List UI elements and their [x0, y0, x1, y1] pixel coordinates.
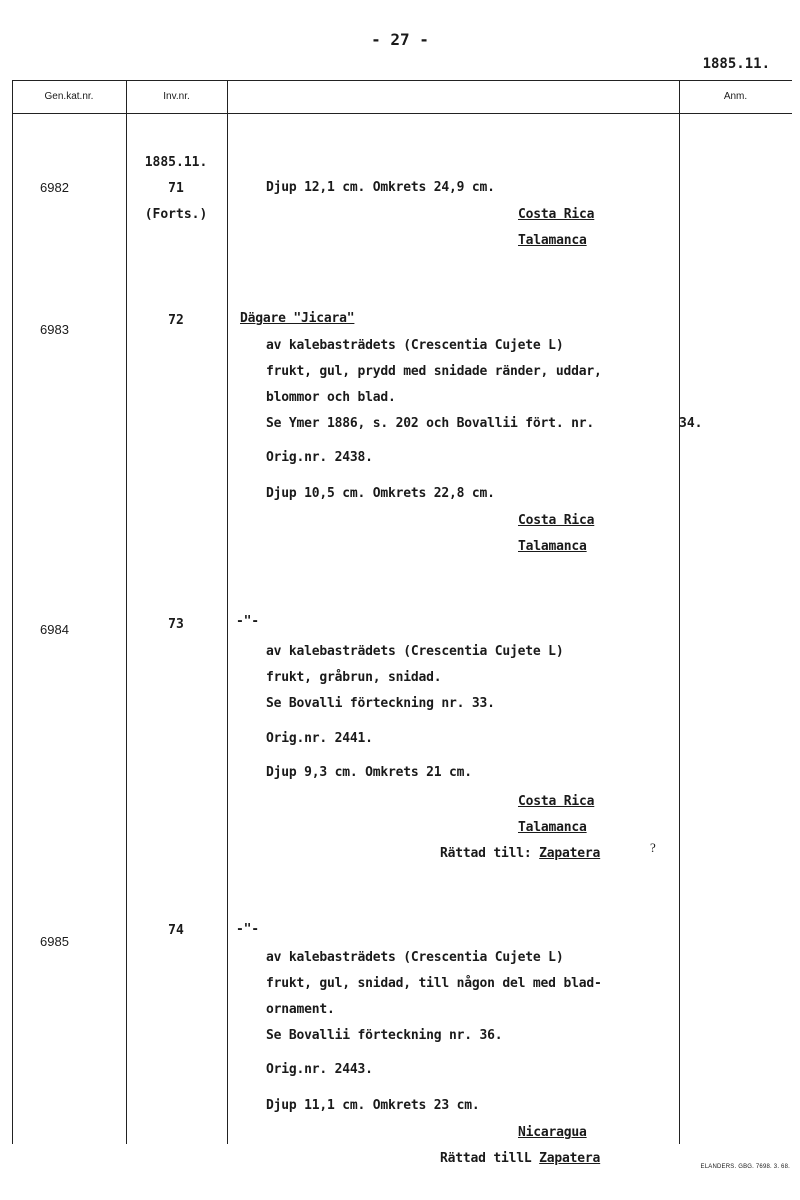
entry-text-line: Se Bovallii förteckning nr. 36.	[266, 1028, 503, 1043]
entry-text-line: ornament.	[266, 1002, 335, 1017]
entry-text-line: Orig.nr. 2441.	[266, 731, 373, 746]
entry-place-country: Nicaragua	[518, 1125, 587, 1140]
column-header-gen: Gen.kat.nr.	[44, 91, 94, 102]
entry-remark: 34.	[679, 416, 703, 431]
entry-gen-number: 6985	[40, 934, 69, 949]
page-number: - 27 -	[371, 30, 429, 49]
corrected-line	[440, 846, 600, 861]
handwritten-question-mark: ?	[650, 840, 656, 855]
corrected-label: Rättad tillL	[440, 1151, 532, 1166]
entry-text-line: Djup 9,3 cm. Omkrets 21 cm.	[266, 765, 472, 780]
entry-place-country: Costa Rica	[518, 794, 595, 809]
entry-text-line: Orig.nr. 2443.	[266, 1062, 373, 1077]
table-header-rule	[12, 113, 792, 114]
entry-text-line: Orig.nr. 2438.	[266, 450, 373, 465]
entry-text-line: Djup 12,1 cm. Omkrets 24,9 cm.	[266, 180, 495, 195]
entry-text-line: Se Bovalli förteckning nr. 33.	[266, 696, 495, 711]
inv-line: 73	[168, 617, 184, 632]
entry-text-line: av kalebasträdets (Crescentia Cujete L)	[266, 950, 564, 965]
entry-inv-number	[128, 612, 224, 638]
inv-line: 71	[168, 181, 184, 196]
table-top-rule	[12, 80, 792, 81]
column-header-anm: Anm.	[723, 91, 748, 102]
inv-line: 1885.11.	[144, 155, 208, 170]
entry-text-line: av kalebasträdets (Crescentia Cujete L)	[266, 644, 564, 659]
entry-inv-number	[128, 308, 224, 334]
entry-title: -"-	[236, 614, 259, 629]
entry-gen-number: 6984	[40, 622, 69, 637]
column-header-inv: Inv.nr.	[163, 91, 190, 102]
corrected-value: Zapatera	[539, 846, 601, 861]
printer-imprint: ELANDERS. GBG. 7698. 3. 68.	[700, 1164, 790, 1170]
header-reference: 1885.11.	[702, 56, 770, 72]
inv-line: 72	[168, 313, 184, 328]
column-divider	[227, 80, 228, 1144]
entry-place-region: Talamanca	[518, 233, 587, 248]
corrected-line	[440, 1151, 600, 1166]
entry-gen-number: 6982	[40, 180, 69, 195]
entry-text-line: Se Ymer 1886, s. 202 och Bovallii fört. nr.	[266, 416, 594, 431]
inv-line: (Forts.)	[144, 207, 208, 222]
entry-title: -"-	[236, 922, 259, 937]
entry-place-country: Costa Rica	[518, 207, 595, 222]
entry-text-line: blommor och blad.	[266, 390, 396, 405]
corrected-label: Rättad till:	[440, 846, 532, 861]
column-divider	[679, 80, 680, 1144]
column-divider	[12, 80, 13, 1144]
entry-text-line: frukt, gul, snidad, till någon del med blad-	[266, 976, 602, 991]
entry-gen-number: 6983	[40, 322, 69, 337]
entry-text-line: Djup 11,1 cm. Omkrets 23 cm.	[266, 1098, 480, 1113]
entry-inv-number	[128, 918, 224, 944]
entry-text-line: Djup 10,5 cm. Omkrets 22,8 cm.	[266, 486, 495, 501]
corrected-value: Zapatera	[539, 1151, 601, 1166]
entry-text-line: frukt, gul, prydd med snidade ränder, uddar,	[266, 364, 602, 379]
entry-place-country: Costa Rica	[518, 513, 595, 528]
inv-line: 74	[168, 923, 184, 938]
entry-place-region: Talamanca	[518, 820, 587, 835]
entry-inv-number	[128, 150, 224, 228]
entry-text-line: frukt, gråbrun, snidad.	[266, 670, 442, 685]
entry-place-region: Talamanca	[518, 539, 587, 554]
entry-text-line: av kalebasträdets (Crescentia Cujete L)	[266, 338, 564, 353]
entry-title: Dägare "Jicara"	[240, 311, 355, 326]
column-divider	[126, 80, 127, 1144]
